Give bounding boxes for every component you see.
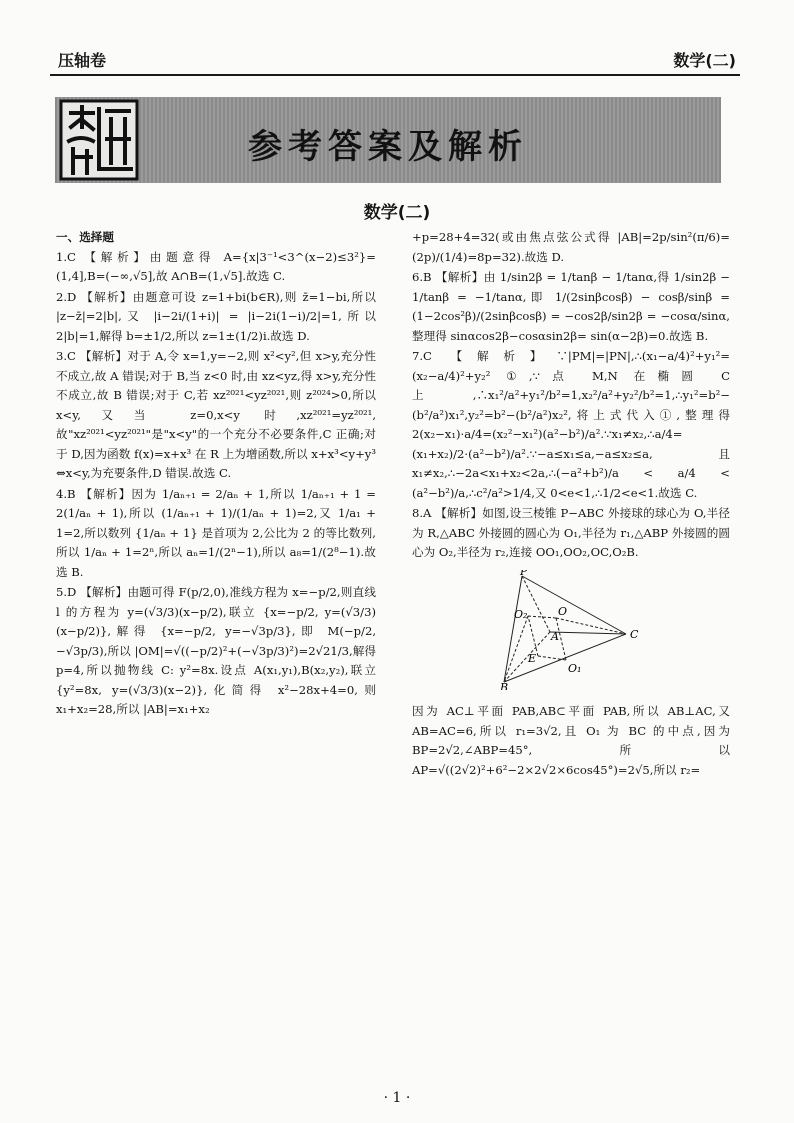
answer-paragraph: 1.C 【解析】由题意得 A={x|3⁻¹<3^(x−2)≤3²}=(1,4],B=(−∞,√5],故 A∩B=(1,√5].故选 C. (56, 249, 376, 283)
answer-paragraph: 因为 AC⊥平面 PAB,AB⊂平面 PAB,所以 AB⊥AC,又 AB=AC=6,所以 r₁=3√2,且 O₁ 为 BC 的中点,因为 BP=2√2,∠ABP=45°,所以 AP=√((2√2)²+6²−2×2√2×6cos45°)=2√5,所以 r₂= (412, 704, 730, 777)
answer-paragraph: 2.D 【解析】由题意可设 z=1+bi(b∈R),则 z̄=1−bi,所以 |z−z̄|=2|b|,又 |i−2i/(1+i)| = |i−2i(1−i)/2|=1,所以 2|b|=1,解得 b=±1/2,所以 z=1±(1/2)i.故选 D. (56, 289, 376, 343)
figure-edge-B-C (504, 634, 626, 682)
section-heading: 一、选择题 (56, 230, 114, 244)
title-banner (55, 97, 721, 183)
answer-paragraph: 5.D 【解析】由题可得 F(p/2,0),准线方程为 x=−p/2,则直线 l 的方程为 y=(√3/3)(x−p/2),联立 {x=−p/2, y=(√3/3)(x−p/2)},解得 {x=−p/2, y=−√3p/3},即 M(−p/2, −√3p/3),所以 |OM|=√((−p/2)²+(−√3p/3)²)=2√21/3,解得 p=4,所以抛物线 C: y²=8x.设点 A(x₁,y₁),B(x₂,y₂),联立 {y²=8x, y=(√3/3)(x−2)},化简得 x²−28x+4=0,则 x₁+x₂=28,所以 |AB|=x₁+x₂ (56, 585, 376, 716)
page-number: · 1 · (383, 1090, 411, 1106)
answer-paragraph: 3.C 【解析】对于 A,令 x=1,y=−2,则 x²<y²,但 x>y,充分性不成立,故 A 错误;对于 B,当 z<0 时,由 xz<yz,得 x>y,充分性不成立,故 B 错误;对于 C,若 xz²⁰²¹<yz²⁰²¹,则 z²⁰²⁴>0,所以 x<y,又当 z=0,x<y 时,xz²⁰²¹=yz²⁰²¹,故"xz²⁰²¹<yz²⁰²¹"是"x<y"的一个充分不必要条件,C 正确;对于 D,因为函数 f(x)=x+x³ 在 R 上为增函数,所以 x+x³<y+y³ ⇔x<y,为充要条件,D 错误.故选 C. (56, 349, 376, 480)
subject-title: 数学(二) (363, 203, 431, 223)
figure-label-A: A (551, 629, 559, 643)
left-column (56, 228, 376, 721)
figure-edge-E-O2 (528, 616, 538, 656)
figure-edge-O2-B (504, 616, 528, 682)
page-header (58, 46, 736, 72)
figure-edge-A-C (550, 632, 626, 634)
figure-label-C: C (630, 627, 639, 641)
figure-label-O: O (558, 604, 568, 618)
answer-paragraph: +p=28+4=32(或由焦点弦公式得 |AB|=2p/sin²(π/6)=(2p)/(1/4)=8p=32).故选 D. (412, 230, 730, 264)
header-series-label: 压轴卷 (58, 51, 107, 70)
answer-paragraph: 7.C 【解析】∵|PM|=|PN|,∴(x₁−a/4)²+y₁²=(x₂−a/4)²+y₂² ①,∵点 M,N 在椭圆 C 上,∴x₁²/a²+y₁²/b²=1,x₂²/a²+y₂²/b²=1,∴y₁²=b²−(b²/a²)x₁²,y₂²=b²−(b²/a²)x₂²,将上式代入①,整理得 2(x₂−x₁)·a/4=(x₂²−x₁²)(a²−b²)/a².∵x₁≠x₂,∴a/4=(x₁+x₂)/2·(a²−b²)/a².∵−a≤x₁≤a,−a≤x₂≤a,且 x₁≠x₂,∴−2a<x₁+x₂<2a,∴(−a²+b²)/a < a/4 < (a²−b²)/a,∴c²/a²>1/4,又 0<e<1,∴1/2<e<1.故选 C. (412, 349, 730, 500)
right-column (412, 228, 730, 781)
answer-paragraph: 4.B 【解析】因为 1/aₙ₊₁ = 2/aₙ + 1,所以 1/aₙ₊₁ + 1 = 2(1/aₙ + 1),所以 (1/aₙ₊₁ + 1)/(1/aₙ + 1)=2,又 1/a₁ + 1=2,所以数列 {1/aₙ + 1} 是首项为 2,公比为 2 的等比数列,所以 1/aₙ + 1=2ⁿ,所以 aₙ=1/(2ⁿ−1),所以 a₈=1/(2⁸−1).故选 B. (56, 486, 376, 579)
figure-label-B: B (500, 680, 509, 690)
figure-label-O2: O₂ (514, 607, 528, 621)
header-subject-label: 数学(二) (673, 51, 736, 70)
figure-label-O1: O₁ (568, 661, 582, 675)
figure-label-P: P (520, 569, 528, 578)
figure-edge-P-A (522, 576, 550, 632)
figure-edge-P-C (522, 576, 626, 634)
figure-label-E: E (528, 651, 537, 665)
banner-title: 参考答案及解析 (248, 127, 528, 167)
tetrahedron-figure (498, 570, 648, 690)
answer-paragraph: 8.A 【解析】如图,设三棱锥 P−ABC 外接球的球心为 O,半径为 R,△ABC 外接圆的圆心为 O₁,半径为 r₁,△ABP 外接圆的圆心为 O₂,半径为 r₂,连接 OO₁,OO₂,OC,O₂B. (412, 506, 730, 559)
answer-paragraph: 6.B 【解析】由 1/sin2β = 1/tanβ − 1/tanα,得 1/sin2β − 1/tanβ = −1/tanα,即 1/(2sinβcosβ) − cosβ/sinβ = (1−2cos²β)/(2sinβcosβ) = −cos2β/sin2β = −cosα/sinα,整理得 sinαcos2β−cosαsin2β= sin(α−2β)=0.故选 B. (412, 270, 730, 343)
header-rule (50, 74, 740, 76)
figure-edge-O-C (556, 618, 626, 634)
